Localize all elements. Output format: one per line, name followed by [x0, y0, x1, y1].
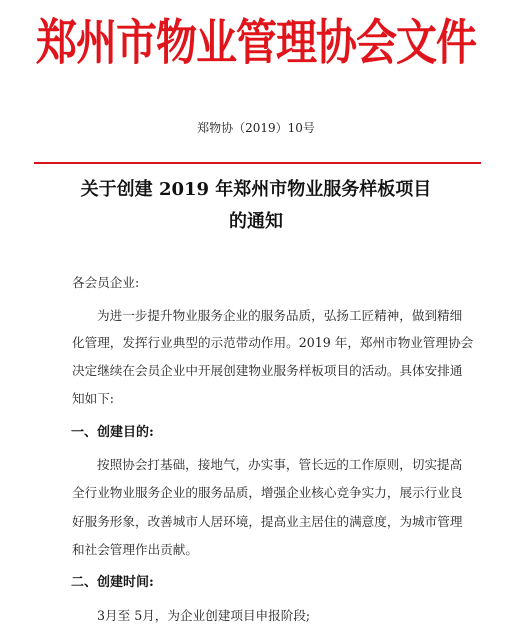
document-number: 郑物协（2019）10号	[197, 121, 315, 135]
purpose-paragraph-line: 和社会管理作出贡献。	[72, 542, 198, 557]
intro-paragraph-line: 知如下:	[72, 391, 115, 406]
section-heading-purpose: 一、创建目的:	[71, 425, 154, 440]
intro-paragraph-line: 决定继续在会员企业中开展创建物业服务样板项目的活动。具体安排通	[72, 363, 463, 378]
intro-paragraph-line: 化管理，发挥行业典型的示范带动作用。2019 年，郑州市物业管理协会	[72, 335, 474, 350]
notice-title-line-2: 的通知	[229, 211, 283, 232]
intro-paragraph-line: 为进一步提升物业服务企业的服务品质，弘扬工匠精神，做到精细	[97, 308, 463, 323]
document-header-title: 郑州市物业管理协会文件	[36, 14, 476, 71]
purpose-paragraph-line: 全行业物业服务企业的服务品质，增强企业核心竞争实力，展示行业良	[72, 485, 463, 500]
notice-title-line-1: 关于创建 2019 年郑州市物业服务样板项目	[80, 179, 432, 200]
time-paragraph-line: 3月至 5月，为企业创建项目申报阶段;	[97, 608, 311, 623]
notice-title	[30, 174, 482, 238]
red-divider-rule	[34, 162, 481, 164]
purpose-paragraph-line: 好服务形象，改善城市人居环境，提高业主居住的满意度，为城市管理	[72, 514, 463, 529]
section-heading-time: 二、创建时间:	[71, 575, 154, 590]
purpose-paragraph-line: 按照协会打基础，接地气，办实事，管长远的工作原则，切实提高	[97, 457, 463, 472]
salutation: 各会员企业:	[72, 275, 140, 290]
